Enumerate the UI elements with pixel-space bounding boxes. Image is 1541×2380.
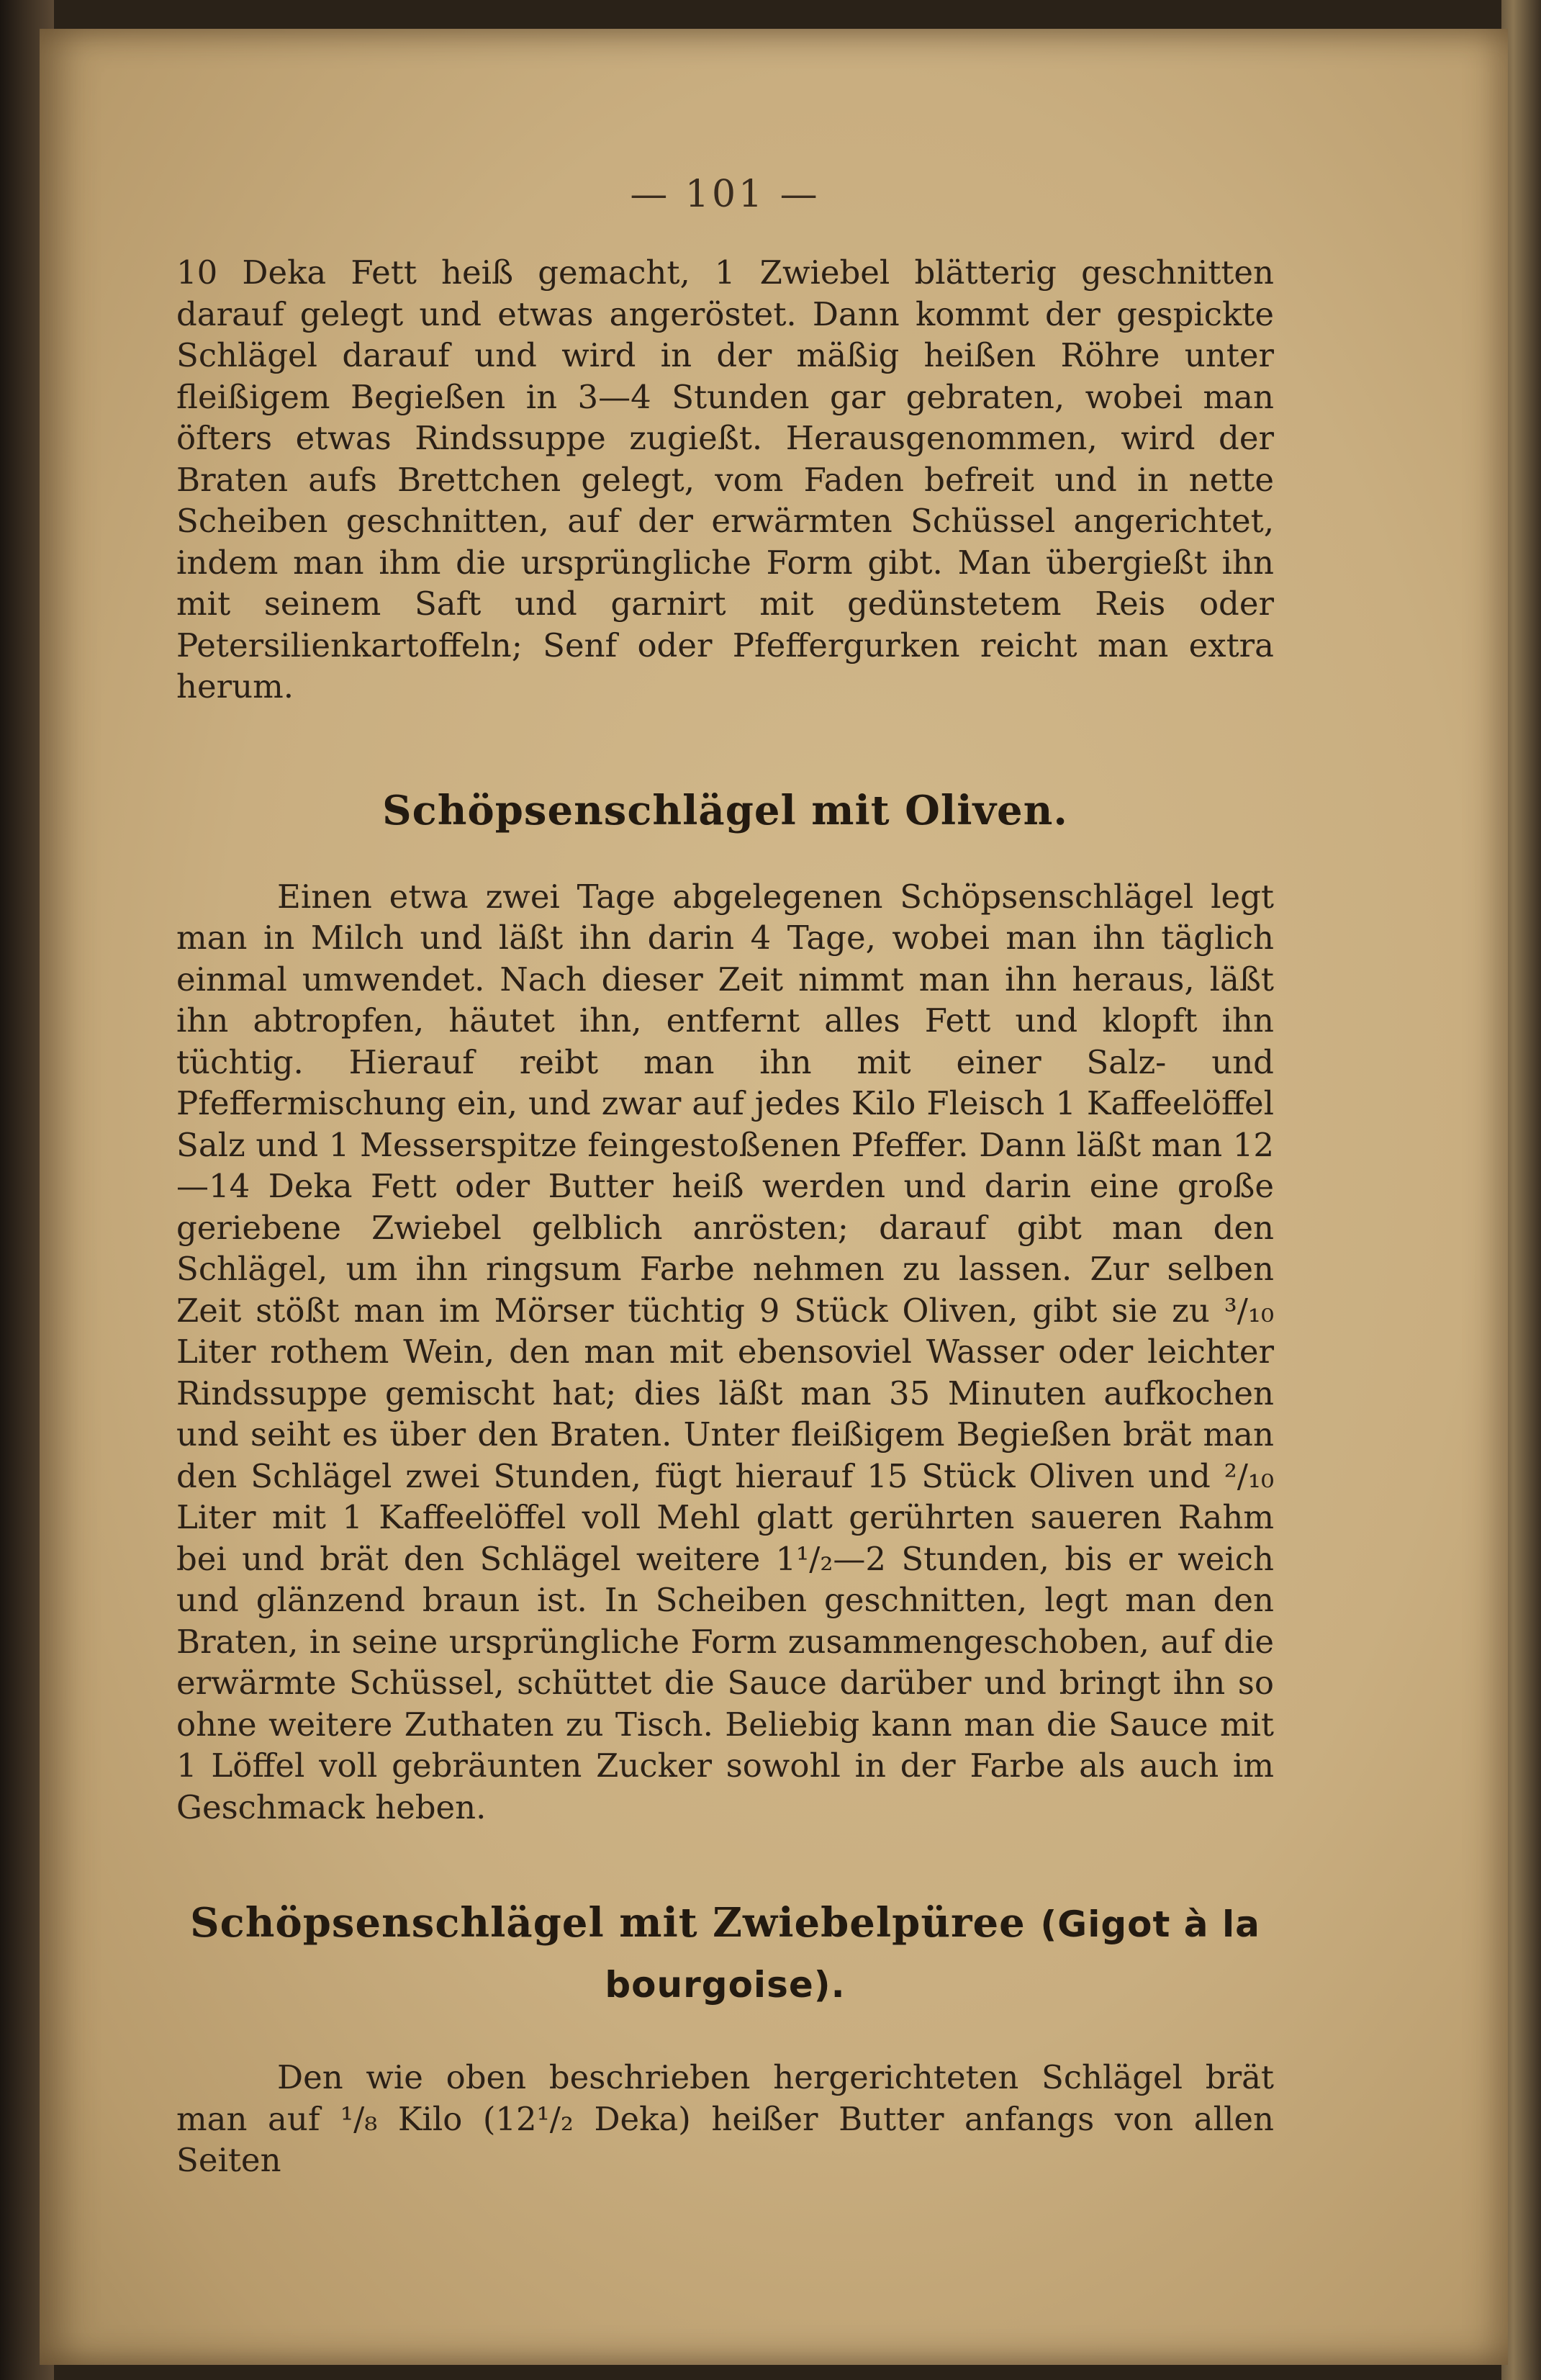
page-content <box>176 173 1274 2181</box>
paragraph-oliven: Einen etwa zwei Tage abgelegenen Schöpsenschlägel legt man in Milch und läßt ihn darin 4 Tage, wobei man ihn täglich einmal umwendet. Nach dieser Zeit nimmt man ihn heraus, läßt ihn abtropfen, häutet ihn, entfernt alles Fett und klopft ihn tüchtig. Hierauf reibt man ihn mit einer Salz- und Pfeffermischung ein, und zwar auf jedes Kilo Fleisch 1 Kaffeelöffel Salz und 1 Messerspitze feingestoßenen Pfeffer. Dann läßt man 12—14 Deka Fett oder Butter heiß werden und darin eine große geriebene Zwiebel gelblich anrösten; darauf gibt man den Schlägel, um ihn ringsum Farbe nehmen zu lassen. Zur selben Zeit stößt man im Mörser tüchtig 9 Stück Oliven, gibt sie zu ³/₁₀ Liter rothem Wein, den man mit ebensoviel Wasser oder leichter Rindssuppe gemischt hat; dies läßt man 35 Minuten aufkochen und seiht es über den Braten. Unter fleißigem Begießen brät man den Schlägel zwei Stunden, fügt hierauf 15 Stück Oliven und ²/₁₀ Liter mit 1 Kaffeelöffel voll Mehl glatt gerührten saueren Rahm bei und brät den Schlägel weitere 1¹/₂—2 Stunden, bis er weich und glänzend braun ist. In Scheiben geschnitten, legt man den Braten, in seine ursprüngliche Form zusammengeschoben, auf die erwärmte Schüssel, schüttet die Sauce darüber und bringt ihn so ohne weitere Zuthaten zu Tisch. Beliebig kann man die Sauce mit 1 Löffel voll gebräunten Zucker sowohl in der Farbe als auch im Geschmack heben. <box>176 877 1274 1826</box>
paragraph-zwiebelpueree: Den wie oben beschrieben hergerichteten Schlägel brät man auf ¹/₈ Kilo (12¹/₂ Deka) heißer Butter anfangs von allen Seiten <box>176 2058 1274 2179</box>
page-number: — 101 — <box>630 173 821 216</box>
heading-latin-part-b: bourgoise). <box>605 1964 846 2006</box>
heading-main-text: Schöpsenschlägel mit Zwiebelpüree <box>190 1899 1026 1947</box>
paragraph-continued: 10 Deka Fett heiß gemacht, 1 Zwiebel blätterig geschnitten darauf gelegt und etwas angeröstet. Dann kommt der gespickte Schlägel darauf und wird in der mäßig heißen Röhre unter fleißigem Begießen in 3—4 Stunden gar gebraten, wobei man öfters etwas Rindssuppe zugießt. Herausgenommen, wird der Braten aufs Brettchen gelegt, vom Faden befreit und in nette Scheiben geschnitten, auf der erwärmten Schüssel angerichtet, indem man ihm die ursprüngliche Form gibt. Man übergießt ihn mit seinem Saft und garnirt mit gedünstetem Reis oder Petersilienkartoffeln; Senf oder Pfeffergurken reicht man extra herum. <box>176 253 1274 706</box>
recipe-heading-oliven: Schöpsenschlägel mit Oliven. <box>382 786 1068 834</box>
heading-latin-part-a: (Gigot à la <box>1040 1903 1260 1945</box>
recipe-heading-zwiebelpueree <box>176 1893 1274 2015</box>
